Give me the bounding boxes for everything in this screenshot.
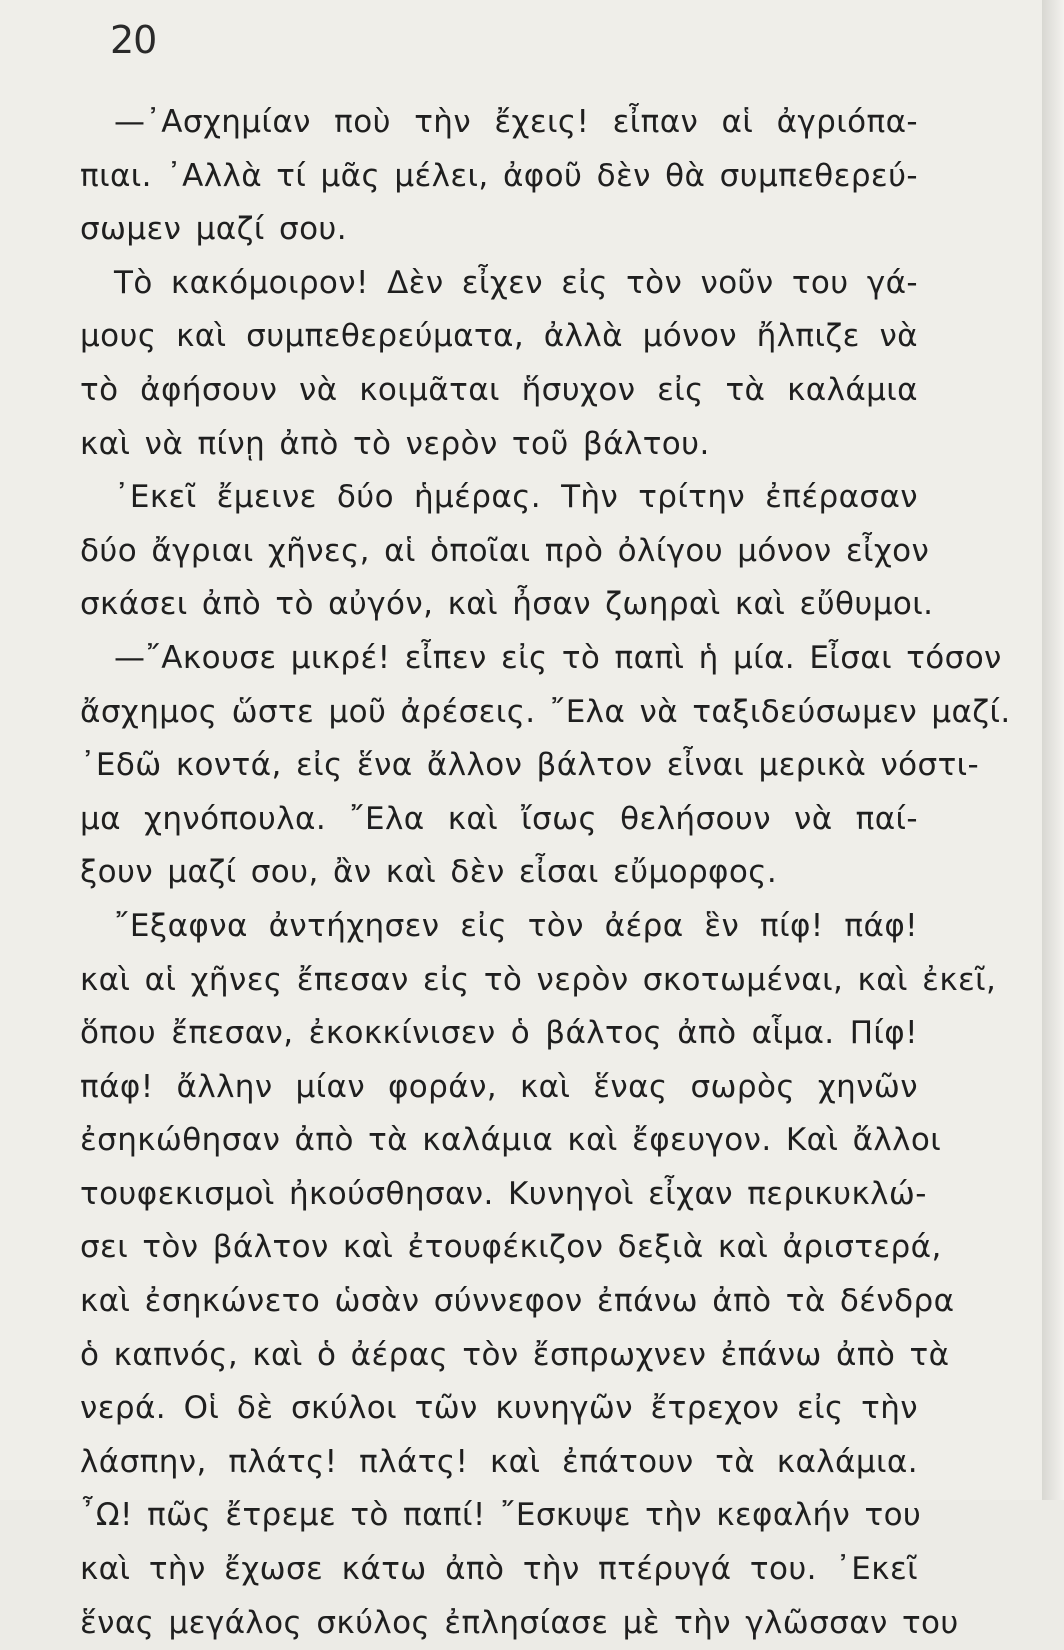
text-line: μα χηνόπουλα. ῎Ελα καὶ ἴσως θελήσουν νὰ παί- (80, 800, 918, 837)
text-line: ὁ καπνός, καὶ ὁ ἀέρας τὸν ἔσπρωχνεν ἐπάνω ἀπὸ τὰ (80, 1336, 950, 1373)
page-number: 20 (110, 18, 157, 62)
text-line: ῎Εξαφνα ἀντήχησεν εἰς τὸν ἀέρα ἓν πίφ! πάφ! (114, 907, 918, 944)
text-line: σωμεν μαζί σου. (80, 211, 348, 248)
text-line: —῎Ακουσε μικρέ! εἶπεν εἰς τὸ παπὶ ἡ μία. Εἶσαι τόσον (114, 639, 1002, 676)
text-line: πάφ! ἄλλην μίαν φοράν, καὶ ἕνας σωρὸς χηνῶν (80, 1068, 918, 1105)
text-line: καὶ τὴν ἔχωσε κάτω ἀπὸ τὴν πτέρυγά του. ᾿Εκεῖ (80, 1551, 918, 1588)
text-line: —᾿Ασχημίαν ποὺ τὴν ἔχεις! εἶπαν αἱ ἀγριόπα- (114, 104, 918, 140)
page-edge-shadow (1042, 0, 1064, 1500)
text-line: δύο ἄγριαι χῆνες, αἱ ὁποῖαι πρὸ ὀλίγου μόνον εἶχον (80, 532, 930, 569)
text-line: ὅπου ἔπεσαν, ἐκοκκίνισεν ὁ βάλτος ἀπὸ αἷμα. Πίφ! (80, 1015, 918, 1052)
text-line: σει τὸν βάλτον καὶ ἐτουφέκιζον δεξιὰ καὶ ἀριστερά, (80, 1229, 942, 1266)
text-line: τὸ ἀφήσουν νὰ κοιμᾶται ἥσυχον εἰς τὰ καλάμια (80, 371, 918, 408)
text-line: καὶ ἐσηκώνετο ὡσὰν σύννεφον ἐπάνω ἀπὸ τὰ δένδρα (80, 1283, 955, 1320)
text-line: ᾿Εδῶ κοντά, εἰς ἕνα ἄλλον βάλτον εἶναι μερικὰ νόστι- (80, 747, 980, 784)
text-line: τουφεκισμοὶ ἠκούσθησαν. Κυνηγοὶ εἶχαν περικυκλώ- (80, 1175, 927, 1212)
body-text (80, 96, 1011, 1650)
text-line: σκάσει ἀπὸ τὸ αὐγόν, καὶ ἦσαν ζωηραὶ καὶ εὔθυμοι. (80, 586, 934, 623)
text-line: πιαι. ᾿Αλλὰ τί μᾶς μέλει, ἀφοῦ δὲν θὰ συμπεθερεύ- (80, 157, 918, 194)
text-line: ἕνας μεγάλος σκύλος ἐπλησίασε μὲ τὴν γλῶσσαν του (80, 1604, 959, 1641)
text-line: μους καὶ συμπεθερεύματα, ἀλλὰ μόνον ἤλπιζε νὰ (80, 318, 918, 355)
text-line: λάσπην, πλάτς! πλάτς! καὶ ἐπάτουν τὰ καλάμια. (80, 1443, 918, 1480)
text-line: ᾿Εκεῖ ἔμεινε δύο ἡμέρας. Τὴν τρίτην ἐπέρασαν (114, 479, 918, 516)
text-line: καὶ νὰ πίνῃ ἀπὸ τὸ νερὸν τοῦ βάλτου. (80, 425, 710, 462)
text-line: ῏Ω! πῶς ἔτρεμε τὸ παπί! ῎Εσκυψε τὴν κεφαλήν του (80, 1497, 922, 1534)
text-line: νερά. Οἱ δὲ σκύλοι τῶν κυνηγῶν ἔτρεχον εἰς τὴν (80, 1390, 918, 1427)
text-line: Τὸ κακόμοιρον! Δὲν εἶχεν εἰς τὸν νοῦν του γά- (114, 264, 918, 301)
text-line: ἐσηκώθησαν ἀπὸ τὰ καλάμια καὶ ἔφευγον. Καὶ ἄλλοι (80, 1122, 942, 1159)
text-line: ἄσχημος ὥστε μοῦ ἀρέσεις. ῎Ελα νὰ ταξιδεύσωμεν μαζί. (80, 693, 1011, 730)
text-line: ξουν μαζί σου, ἂν καὶ δὲν εἶσαι εὔμορφος. (80, 854, 778, 891)
text-line: καὶ αἱ χῆνες ἔπεσαν εἰς τὸ νερὸν σκοτωμέναι, καὶ ἐκεῖ, (80, 961, 997, 998)
